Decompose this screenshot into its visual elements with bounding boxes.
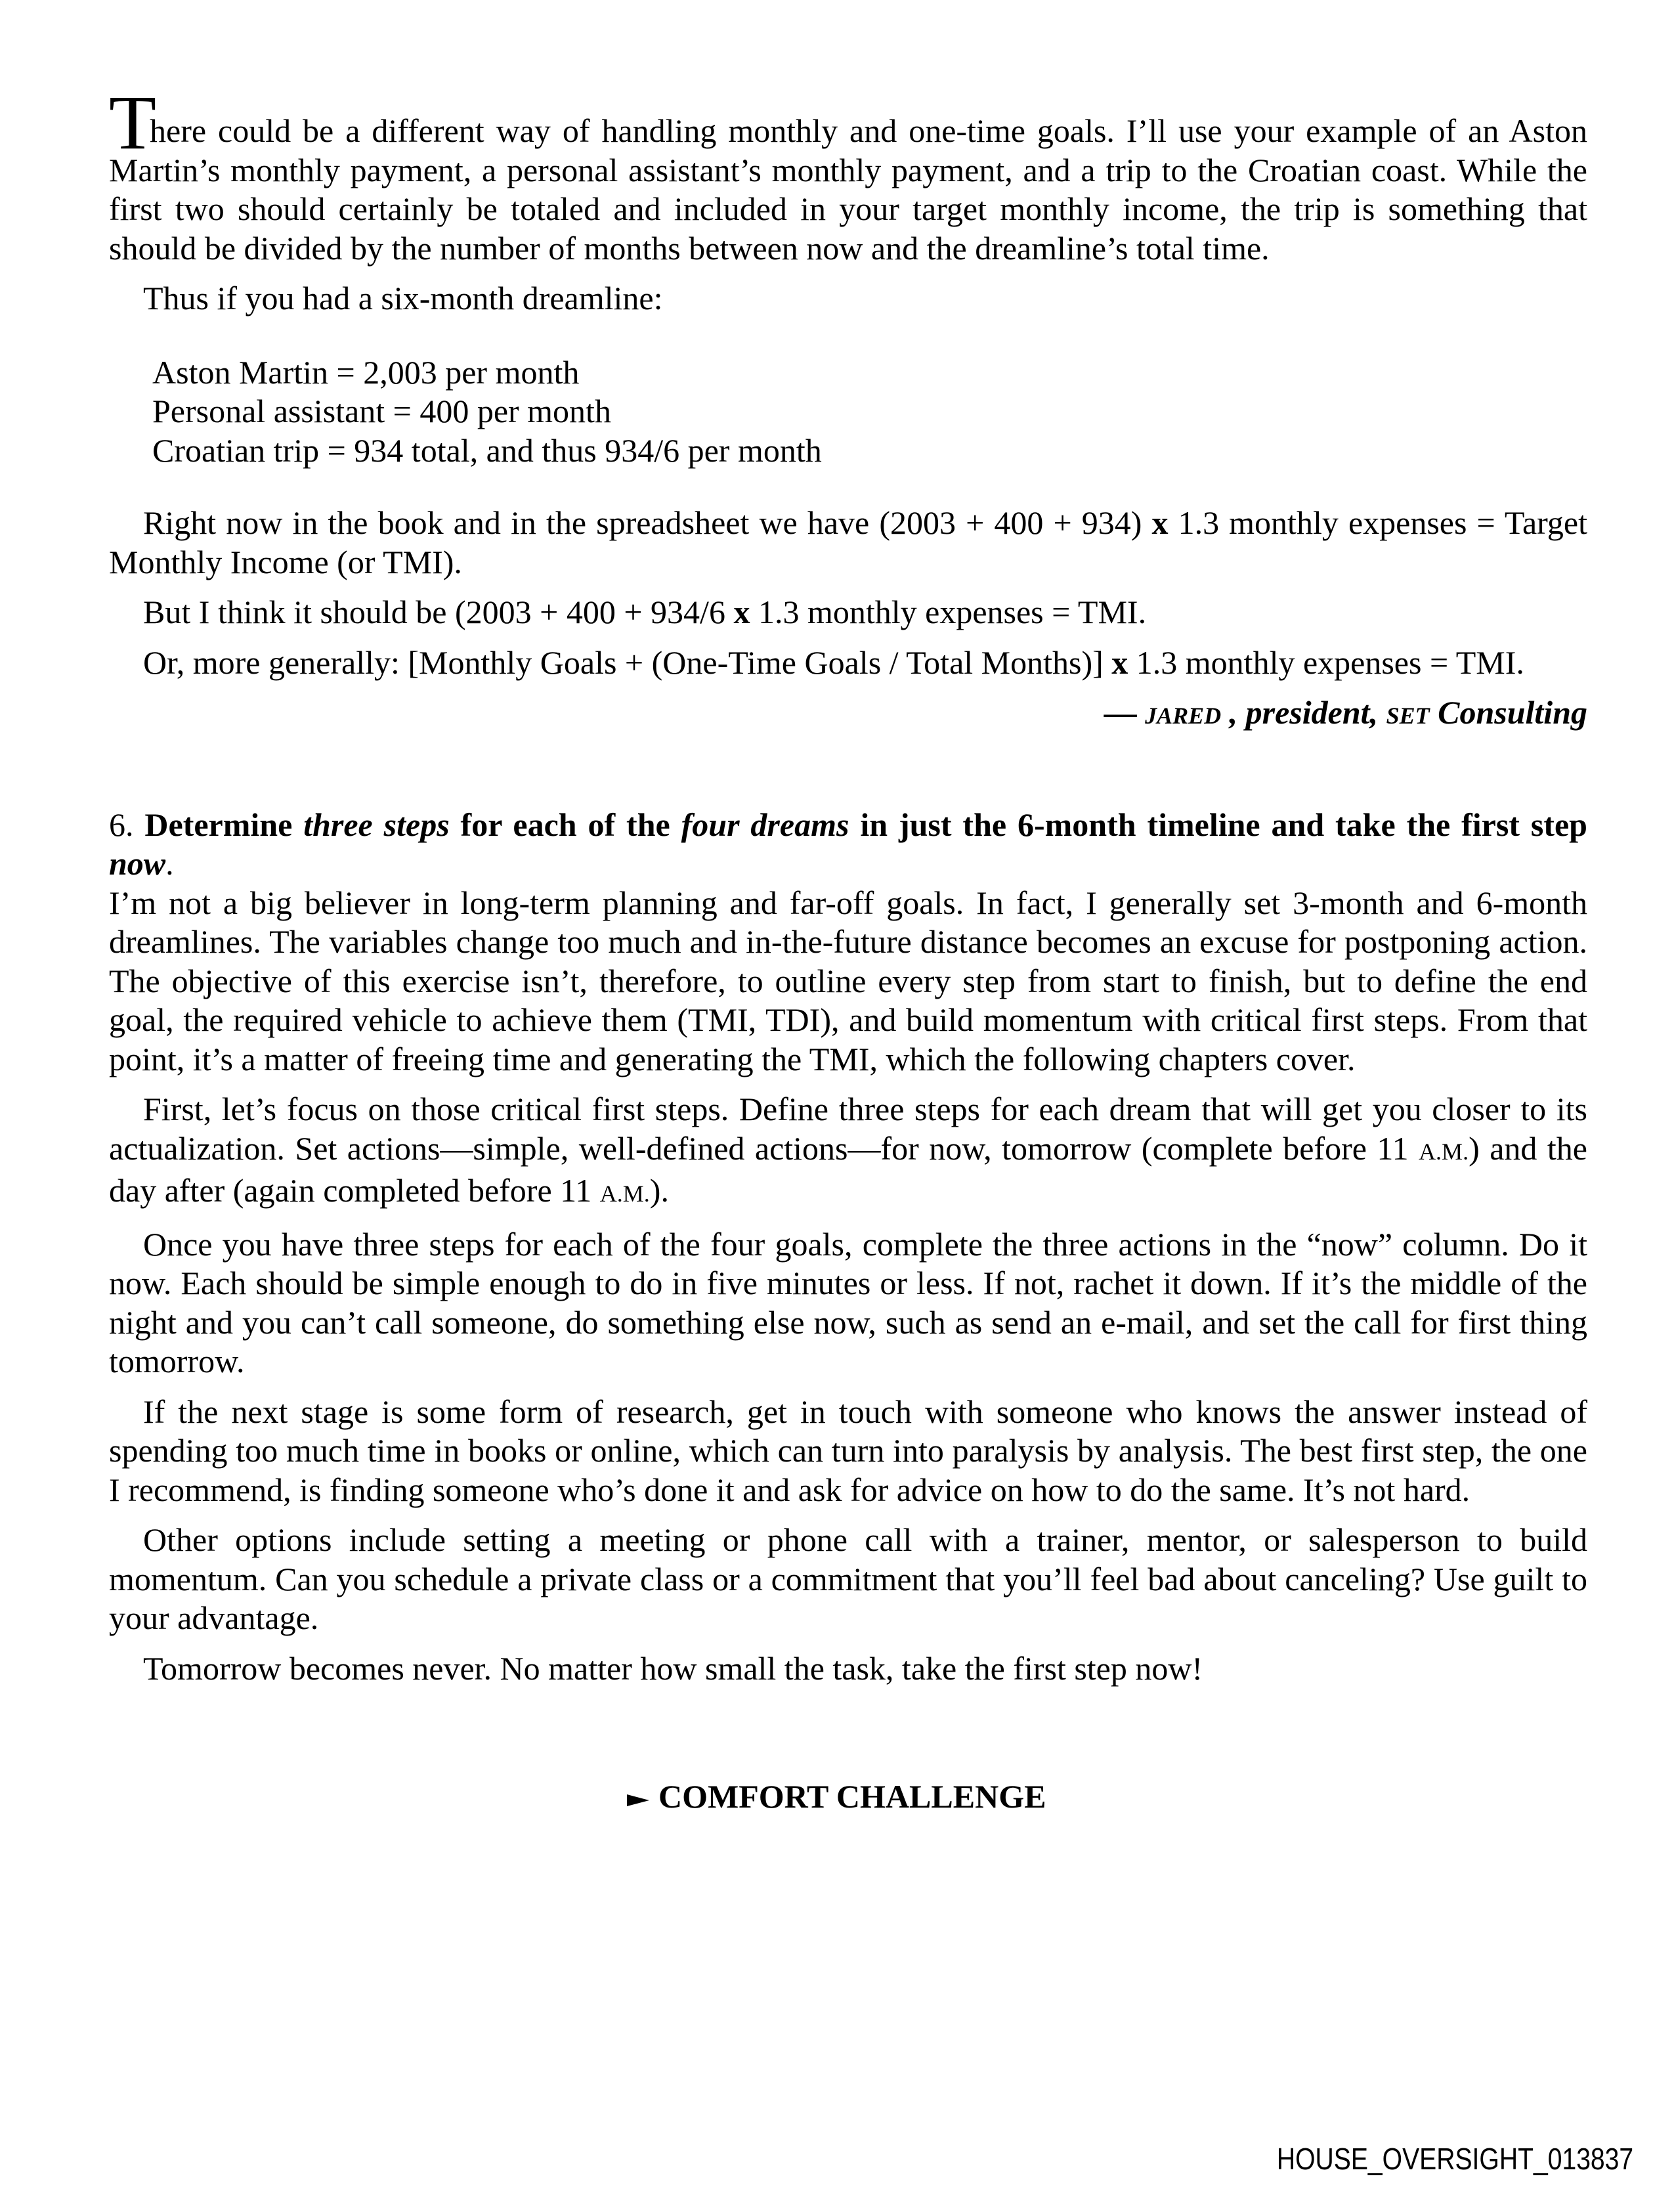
dash: — — [1104, 694, 1146, 731]
text: First, let’s focus on those critical first steps. Define three steps for each dream that will get you closer to its actualization. Set actions—simple, well-defined actions—for now, tomorrow (complete before 11 — [109, 1091, 1587, 1167]
text: . — [165, 845, 174, 882]
text: A.M. — [1419, 1138, 1469, 1165]
research-paragraph: If the next stage is some form of research, get in touch with someone who knows the answer instead of spending too much time in books or online, which can turn into paralysis by analysis. The best first step, the one I recommend, is finding someone who’s done it and ask for advice on how to do the same. It’s not hard. — [109, 1393, 1587, 1508]
formula-current — [109, 504, 1587, 582]
now-column-paragraph: Once you have three steps for each of the four goals, complete the three actions in the “now” column. Do it now. Each should be simple enough to do in five minutes or less. If not, rachet it down. If it’s the middle of the night and you can’t call someone, do something else now, such as send an e-mail, and set the call for first thing tomorrow. — [109, 1225, 1587, 1379]
author-role: , president, — [1221, 694, 1386, 731]
text: Right now in the book and in the spreadsheet we have (2003 + 400 + 934) — [143, 504, 1152, 541]
times-sign: x — [1151, 504, 1169, 541]
step-number: 6. — [109, 806, 145, 843]
step-6-heading — [109, 806, 1587, 884]
author-name: JARED — [1145, 703, 1222, 729]
goal-list — [109, 353, 1587, 471]
text: ) and the day after (again completed before 11 — [109, 1129, 1587, 1209]
text: 1.3 monthly expenses = Target Monthly Income (or TMI). — [109, 504, 1587, 580]
formula-general — [109, 643, 1587, 683]
attribution — [109, 693, 1587, 736]
formula-proposed — [109, 593, 1587, 632]
first-steps-paragraph — [109, 1090, 1587, 1214]
text: Or, more generally: [Monthly Goals + (One-Time Goals / Total Months)] — [143, 643, 1112, 681]
text: But I think it should be (2003 + 400 + 934/6 — [143, 594, 734, 630]
list-item: Aston Martin = 2,003 per month — [152, 353, 580, 391]
text: three steps — [303, 806, 450, 843]
planning-paragraph: I’m not a big believer in long-term planning and far-off goals. In fact, I generally set 3-month and 6-month dreamlines. The variables change too much and in-the-future distance becomes an excuse for postponing action. The objective of this exercise isn’t, therefore, to outline every step from start to finish, but to define the end goal, the required vehicle to achieve them (TMI, TDI), and build momentum with critical first steps. From that point, it’s a matter of freeing time and generating the TMI, which the following chapters cover. — [109, 884, 1587, 1077]
section-heading — [109, 1777, 1587, 1817]
text: 1.3 monthly expenses = TMI. — [750, 594, 1147, 630]
text: now — [109, 845, 166, 882]
other-options-paragraph: Other options include setting a meeting or phone call with a trainer, mentor, or salesperson to build momentum. Can you schedule a private class or a commitment that you’ll feel bad about canceling? Use guilt to your advantage. — [109, 1521, 1587, 1636]
intro-paragraph — [109, 79, 1587, 268]
text: in just the 6-month timeline and take the first step — [849, 806, 1587, 843]
dreamline-intro: Thus if you had a six-month dreamline: — [143, 280, 663, 316]
text: for each of the — [449, 806, 681, 843]
org-abbrev: SET — [1386, 703, 1430, 729]
list-item: Croatian trip = 934 total, and thus 934/6 per month — [152, 431, 822, 469]
section-title: COMFORT CHALLENGE — [658, 1778, 1046, 1815]
text: Determine — [144, 806, 304, 843]
times-sign: x — [733, 594, 750, 630]
drop-cap: T — [109, 79, 157, 165]
closing-paragraph: Tomorrow becomes never. No matter how small the task, take the first step now! — [143, 1649, 1203, 1687]
document-id: HOUSE_OVERSIGHT_013837 — [1276, 2142, 1633, 2176]
arrow-icon — [627, 1794, 649, 1806]
text: 1.3 monthly expenses = TMI. — [1128, 643, 1524, 681]
intro-text: here could be a different way of handling monthly and one-time goals. I’ll use your example of an Aston Martin’s monthly payment, a personal assistant’s monthly payment, and a trip to the Croatian coast. While the first two should certainly be totaled and included in your target monthly income, the trip is something that should be divided by the number of months between now and the dreamline’s total time. — [109, 112, 1587, 267]
text: A.M. — [599, 1181, 650, 1207]
text: four dreams — [681, 806, 849, 843]
times-sign: x — [1111, 643, 1128, 681]
text: ). — [649, 1172, 669, 1209]
org-name: Consulting — [1429, 694, 1587, 731]
page-body — [109, 79, 1587, 1817]
list-item: Personal assistant = 400 per month — [152, 393, 611, 429]
